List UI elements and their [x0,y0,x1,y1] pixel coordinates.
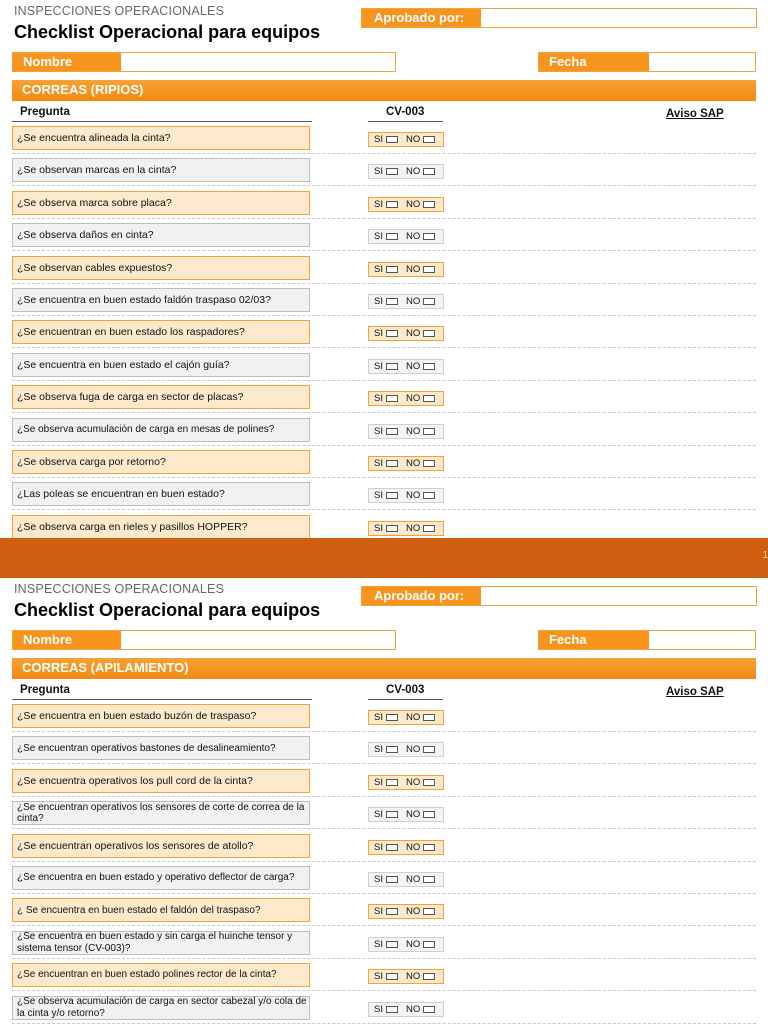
column-header-sap: Aviso SAP [666,108,724,120]
yes-checkbox[interactable] [386,844,398,851]
question-row [12,862,756,894]
question-text: ¿Se encuentran en buen estado los raspadores? [12,320,310,344]
approved-by-label: Aprobado por: [362,9,481,27]
question-text: ¿Se observa fuga de carga en sector de placas? [12,385,310,409]
yes-no-selector [368,872,444,887]
yes-checkbox[interactable] [386,973,398,980]
yes-checkbox[interactable] [386,168,398,175]
yes-checkbox[interactable] [386,714,398,721]
yes-checkbox[interactable] [386,363,398,370]
no-checkbox[interactable] [423,266,435,273]
yes-label: SI [374,360,383,372]
yes-checkbox[interactable] [386,746,398,753]
no-label: NO [405,231,421,243]
yes-label: SI [374,134,383,145]
yes-label: SI [374,971,383,983]
document-supertitle: INSPECCIONES OPERACIONALES [14,4,225,18]
question-row [12,765,756,797]
question-text: ¿Se encuentra en buen estado faldón traspaso 02/03? [12,288,310,312]
no-label: NO [405,328,421,340]
no-label: NO [405,744,421,756]
date-field [538,630,756,650]
no-label: NO [405,874,421,885]
page-number: 1 [762,550,768,561]
no-checkbox[interactable] [423,460,435,467]
no-label: NO [405,166,421,178]
question-text: ¿Se encuentran en buen estado polines rector de la cinta? [12,963,310,987]
question-row [12,478,756,510]
yes-label: SI [374,490,383,502]
yes-no-selector [368,391,444,406]
question-text: ¿Se encuentran operativos los sensores de corte de correa de la cinta? [12,801,310,825]
yes-no-selector [368,164,444,179]
question-text: ¿Las poleas se encuentran en buen estado? [12,482,310,506]
yes-label: SI [374,938,383,950]
yes-label: SI [374,198,383,210]
column-header-question: Pregunta [20,684,70,696]
column-header-sap: Aviso SAP [666,686,724,698]
name-label: Nombre [13,631,121,649]
no-label: NO [405,906,421,918]
yes-label: SI [374,328,383,340]
yes-checkbox[interactable] [386,201,398,208]
question-text: ¿Se encuentran operativos los sensores de atollo? [12,834,310,858]
no-checkbox[interactable] [423,428,435,435]
question-row [12,219,756,251]
question-row [12,992,756,1024]
yes-checkbox[interactable] [386,330,398,337]
yes-label: SI [374,425,383,437]
yes-label: SI [374,393,383,405]
column-header-equipment: CV-003 [386,106,425,118]
document-supertitle: INSPECCIONES OPERACIONALES [14,582,225,596]
yes-no-selector [368,1002,444,1017]
page-separator [0,538,768,578]
yes-label: SI [374,458,383,469]
yes-checkbox[interactable] [386,779,398,786]
yes-checkbox[interactable] [386,298,398,305]
question-text: ¿Se encuentra en buen estado y operativo deflector de carga? [12,866,310,890]
no-label: NO [405,360,421,372]
no-label: NO [405,809,421,821]
yes-no-selector [368,326,444,341]
yes-label: SI [374,874,383,885]
no-label: NO [405,263,421,275]
yes-checkbox[interactable] [386,266,398,273]
question-row [12,252,756,284]
question-text: ¿Se encuentra alineada la cinta? [12,126,310,150]
column-header-question: Pregunta [20,106,70,118]
question-row [12,700,756,732]
no-checkbox[interactable] [423,844,435,851]
yes-no-selector [368,262,444,277]
name-field [12,630,396,650]
date-field [538,52,756,72]
approved-by-field [361,8,757,28]
yes-label: SI [374,522,383,534]
question-text: ¿Se encuentra en buen estado buzón de traspaso? [12,704,310,728]
no-label: NO [405,458,421,469]
no-label: NO [405,198,421,210]
yes-checkbox[interactable] [386,525,398,532]
yes-label: SI [374,809,383,821]
name-input[interactable] [121,53,395,71]
yes-no-selector [368,742,444,757]
no-checkbox[interactable] [423,233,435,240]
date-input[interactable] [649,53,755,71]
document-title: Checklist Operacional para equipos [14,600,321,620]
no-checkbox[interactable] [423,363,435,370]
question-row [12,927,756,959]
no-checkbox[interactable] [423,714,435,721]
name-field [12,52,396,72]
question-text: ¿Se encuentra en buen estado el cajón guía? [12,353,310,377]
section-header: CORREAS (RIPIOS) [12,80,756,101]
yes-label: SI [374,712,383,723]
name-label: Nombre [13,53,121,71]
approved-by-label: Aprobado por: [362,587,481,605]
question-row [12,511,756,538]
question-text: ¿ Se encuentra en buen estado el faldón del traspaso? [12,898,310,922]
question-text: ¿Se observan cables expuestos? [12,256,310,280]
yes-checkbox[interactable] [386,395,398,402]
no-label: NO [405,938,421,950]
question-row [12,154,756,186]
yes-checkbox[interactable] [386,811,398,818]
question-text: ¿Se observa carga por retorno? [12,450,310,474]
no-checkbox[interactable] [423,908,435,915]
document-title: Checklist Operacional para equipos [14,22,321,42]
question-row [12,187,756,219]
question-row [12,122,756,154]
yes-checkbox[interactable] [386,1006,398,1013]
question-row [12,414,756,446]
yes-no-selector [368,904,444,919]
yes-label: SI [374,906,383,918]
question-row [12,959,756,991]
no-checkbox[interactable] [423,941,435,948]
yes-no-selector [368,294,444,309]
no-label: NO [405,712,421,723]
no-label: NO [405,490,421,502]
yes-label: SI [374,1003,383,1015]
question-row [12,284,756,316]
question-text: ¿Se observa acumulación de carga en mesas de polines? [12,418,310,442]
no-label: NO [405,296,421,307]
question-text: ¿Se observa marca sobre placa? [12,191,310,215]
date-input[interactable] [649,631,755,649]
approved-by-input[interactable] [481,9,756,27]
no-label: NO [405,841,421,853]
no-checkbox[interactable] [423,746,435,753]
yes-checkbox[interactable] [386,233,398,240]
question-row [12,349,756,381]
no-label: NO [405,522,421,534]
question-text: ¿Se encuentra operativos los pull cord de la cinta? [12,769,310,793]
question-text: ¿Se observa daños en cinta? [12,223,310,247]
yes-label: SI [374,744,383,756]
no-checkbox[interactable] [423,811,435,818]
no-checkbox[interactable] [423,973,435,980]
question-row [12,381,756,413]
yes-checkbox[interactable] [386,460,398,467]
yes-label: SI [374,263,383,275]
no-checkbox[interactable] [423,525,435,532]
yes-no-selector [368,197,444,212]
question-text: ¿Se encuentran operativos bastones de desalineamiento? [12,736,310,760]
no-checkbox[interactable] [423,168,435,175]
yes-no-selector [368,969,444,984]
yes-checkbox[interactable] [386,428,398,435]
no-label: NO [405,971,421,983]
question-text: ¿Se encuentra en buen estado y sin carga el huinche tensor y sistema tensor (CV-003)? [12,931,310,955]
question-row [12,894,756,926]
checklist-page-2 [0,578,768,1024]
section-header: CORREAS (APILAMIENTO) [12,658,756,679]
yes-label: SI [374,841,383,853]
no-label: NO [405,134,421,145]
column-header-equipment: CV-003 [386,684,425,696]
date-label: Fecha [539,53,649,71]
yes-no-selector [368,456,444,471]
no-checkbox[interactable] [423,330,435,337]
yes-no-selector [368,229,444,244]
question-text: ¿Se observa carga en rieles y pasillos HOPPER? [12,515,310,538]
yes-no-selector [368,521,444,536]
yes-no-selector [368,424,444,439]
yes-no-selector [368,840,444,855]
question-row [12,446,756,478]
no-checkbox[interactable] [423,136,435,143]
yes-checkbox[interactable] [386,876,398,883]
no-label: NO [405,393,421,405]
yes-label: SI [374,166,383,178]
yes-no-selector [368,359,444,374]
yes-no-selector [368,132,444,147]
approved-by-input[interactable] [481,587,756,605]
question-row [12,316,756,348]
no-label: NO [405,425,421,437]
no-checkbox[interactable] [423,779,435,786]
yes-label: SI [374,296,383,307]
no-checkbox[interactable] [423,201,435,208]
approved-by-field [361,586,757,606]
no-checkbox[interactable] [423,395,435,402]
yes-no-selector [368,775,444,790]
yes-checkbox[interactable] [386,136,398,143]
no-checkbox[interactable] [423,492,435,499]
yes-no-selector [368,488,444,503]
no-checkbox[interactable] [423,298,435,305]
yes-checkbox[interactable] [386,492,398,499]
question-row [12,830,756,862]
yes-no-selector [368,807,444,822]
yes-checkbox[interactable] [386,941,398,948]
question-text: ¿Se observan marcas en la cinta? [12,158,310,182]
question-row [12,797,756,829]
no-label: NO [405,1003,421,1015]
name-input[interactable] [121,631,395,649]
yes-label: SI [374,231,383,243]
yes-checkbox[interactable] [386,908,398,915]
yes-no-selector [368,937,444,952]
date-label: Fecha [539,631,649,649]
no-checkbox[interactable] [423,876,435,883]
no-label: NO [405,776,421,788]
no-checkbox[interactable] [423,1006,435,1013]
yes-no-selector [368,710,444,725]
question-row [12,732,756,764]
yes-label: SI [374,776,383,788]
question-text: ¿Se observa acumulación de carga en sector cabezal y/o cola de la cinta y/o retorno? [12,996,310,1020]
